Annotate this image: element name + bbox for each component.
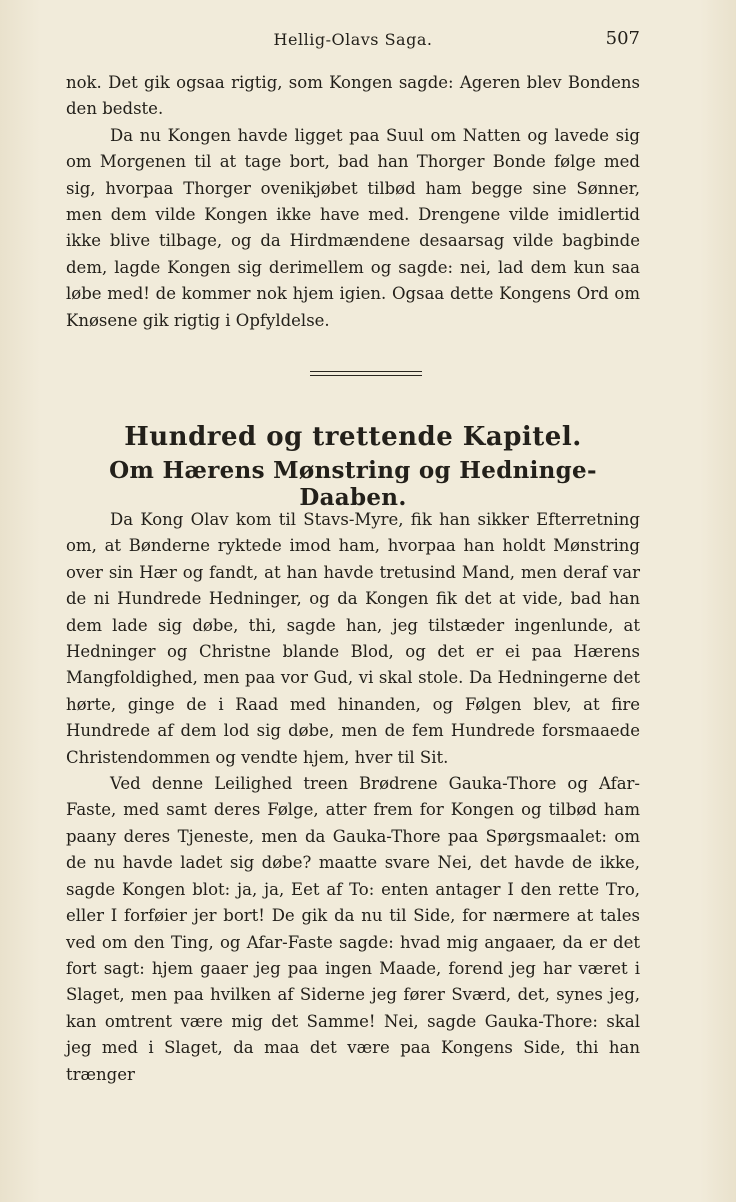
section-divider (310, 370, 422, 378)
body-text-block (66, 507, 640, 1088)
top-text-block (66, 70, 640, 334)
chapter-subtitle: Om Hærens Mønstring og Hedninge-Daaben. (109, 457, 597, 511)
page-number: 507 (605, 28, 640, 49)
running-header (66, 28, 640, 58)
paragraph: nok. Det gik ogsaa rigtig, som Kongen sagde: Ageren blev Bondens den bedste. (66, 73, 640, 119)
divider-line (310, 375, 422, 376)
running-title: Hellig-Olavs Saga. (273, 30, 433, 49)
divider-line (310, 371, 422, 372)
paragraph: Da nu Kongen havde ligget paa Suul om Natten og lavede sig om Morgenen til at tage bort, bad han Thorger Bonde følge med sig, hvorpaa Thorger ovenikjøbet tilbød ham begge sine Sønner, men dem vilde Kongen ikke have med. Drengene vilde imidlertid ikke blive tilbage, og da Hirdmændene desaarsag vilde bagbinde dem, lagde Kongen sig derimellem og sagde: nei, lad dem kun saa løbe med! de kommer nok hjem igien. Ogsaa dette Kongens Ord om Knøsene gik rigtig i Opfyldelse. (66, 125, 640, 330)
chapter-title: Hundred og trettende Kapitel. (124, 422, 582, 452)
paragraph: Ved denne Leilighed treen Brødrene Gauka-Thore og Afar-Faste, med samt deres Følge, atter frem for Kongen og tilbød ham paany deres Tjeneste, men da Gauka-Thore paa Spørgsmaalet: om de nu havde ladet sig døbe? maatte svare Nei, det havde de ikke, sagde Kongen blot: ja, ja, Eet af To: enten antager I den rette Tro, eller I forføier jer bort! De gik da nu til Side, for nærmere at tales ved om den Ting, og Afar-Faste sagde: hvad mig angaaer, da er det fort sagt: hjem gaaer jeg paa ingen Maade, forend jeg har været i Slaget, men paa hvilken af Siderne jeg fører Sværd, det, synes jeg, kan omtrent være mig det Samme! Nei, sagde Gauka-Thore: skal jeg med i Slaget, da maa det være paa Kongens Side, thi han trænger (66, 774, 640, 1084)
paragraph: Da Kong Olav kom til Stavs-Myre, fik han sikker Efterretning om, at Bønderne ryktede imod ham, hvorpaa han holdt Mønstring over sin Hær og fandt, at han havde tretusind Mand, men deraf var de ni Hundrede Hedninger, og da Kongen fik det at vide, bad han dem lade sig døbe, thi, sagde han, jeg tilstæder ingenlunde, at Hedninger og Christne blande Blod, og det er ei paa Hærens Mangfoldighed, men paa vor Gud, vi skal stole. Da Hedningerne det hørte, ginge de i Raad med hinanden, og Følgen blev, at fire Hundrede af dem lod sig døbe, men de fem Hundrede forsmaaede Christendommen og vendte hjem, hver til Sit. (66, 510, 640, 767)
